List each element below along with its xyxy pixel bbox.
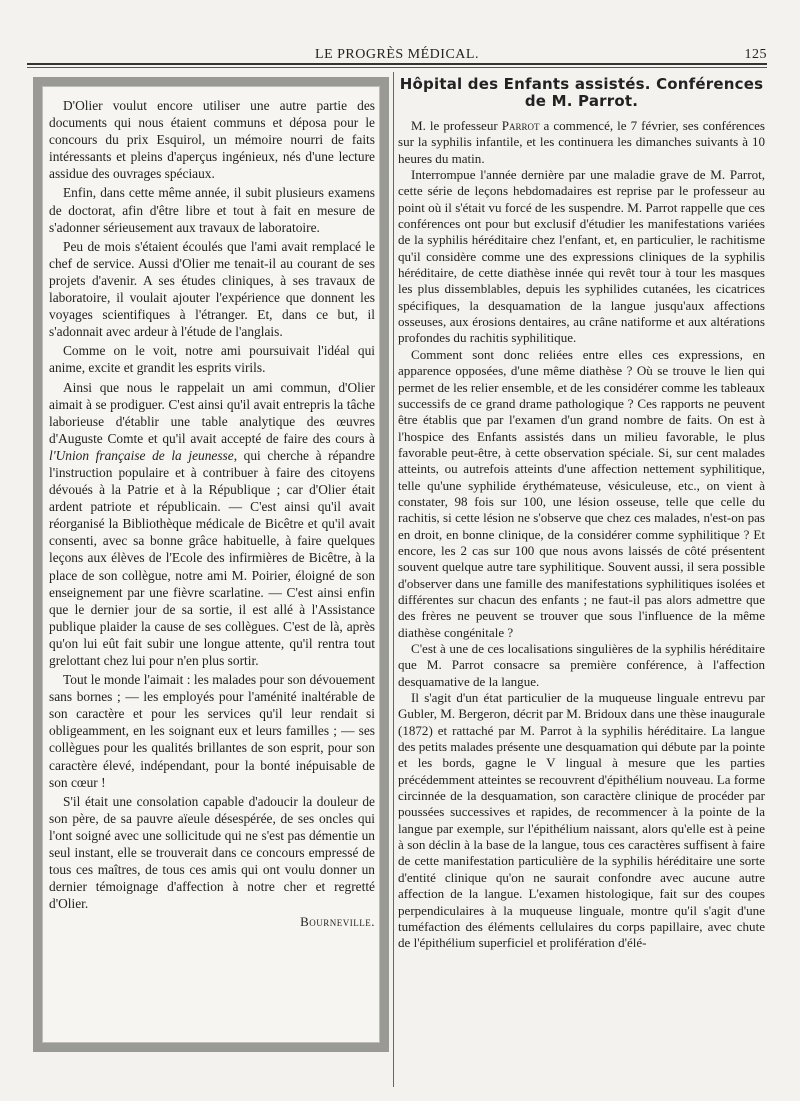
obituary-paragraph: D'Olier voulut encore utiliser une autre partie des documents qui nous étaient communs et déposa pour le concours du prix Esquirol, un mémoire nourri de faits intéressants et pleins d'aperçus ingénieux, nés d'une lecture assidue des ouvrages spéciaux. [49, 98, 375, 182]
page-number: 125 [744, 47, 767, 62]
article-paragraph: Interrompue l'année dernière par une maladie grave de M. Parrot, cette série de leçons hebdomadaires est reprise par le professeur au point où il s'était vu forcé de les suspendre. M. Parrot rappelle que ces conférences ont pour but exclusif d'étudier les manifestations variées de la syphilis héréditaire chez l'enfant, et, en particulier, le rachitisme qu'il considère comme une des expressions cliniques de la syphilis héréditaire, de cette diathèse innée qui revêt tour à tour les masques les plus dissemblables, depuis les syphilides cutanées, les cicatrices spécifiques, la desquamation de la langue jusqu'aux affections osseuses, aux érosions dentaires, au crâne natiforme et aux altérations profondes du rachitis syphilitique. [398, 167, 765, 346]
page-header [27, 44, 767, 64]
obituary-paragraph: Tout le monde l'aimait : les malades pour son dévouement sans bornes ; — les employés pour l'aménité inaltérable de son caractère et pour les services qu'il leur rendait si obligeamment, en les soignant eux et leurs familles ; — ses collègues pour les qualités brillantes de son esprit, pour son caractère élevé, indépendant, pour la bonté inépuisable de son cœur ! [49, 672, 375, 790]
right-column-article [398, 76, 765, 1091]
left-column-obituary [49, 97, 375, 1037]
article-heading: Hôpital des Enfants assistés. Conférences de M. Parrot. [399, 76, 764, 110]
signature: Bourneville. [300, 914, 375, 930]
obituary-paragraph: Enfin, dans cette même année, il subit plusieurs examens de doctorat, afin d'être libre et tout à fait en mesure de s'adonner sérieusement aux travaux de laboratoire. [49, 185, 375, 235]
article-paragraph: M. le professeur Parrot a commencé, le 7 février, ses conférences sur la syphilis infantile, et les continuera les dimanches suivants à 10 heures du matin. [398, 118, 765, 166]
small-caps-name: Parrot [501, 118, 540, 133]
italic-text: l'Union française de la jeunesse [49, 447, 234, 463]
obituary-paragraph: Peu de mois s'étaient écoulés que l'ami avait remplacé le chef de service. Aussi d'Olier me tenait-il au courant de ses projets d'avenir. A ses études cliniques, à ses travaux de laboratoire, il voulait ajouter l'expérience que donnent les voyages scientifiques à l'étranger. Et, dans ce but, il s'adonnait avec ardeur à l'étude de l'anglais. [49, 238, 375, 340]
obituary-paragraph: S'il était une consolation capable d'adoucir la douleur de son père, de sa pauvre aïeule désespérée, de ses oncles qui l'ont soigné avec une sollicitude qui ne s'est pas démentie un seul instant, elle se trouverait dans ce concours empressé de tous ces maîtres, de tous ces amis qui ont voulu donner un dernier témoignage d'affection à notre cher et regretté d'Olier. [49, 793, 375, 912]
article-paragraph: Comment sont donc reliées entre elles ces expressions, en apparence opposées, d'une même diathèse ? Où se trouve le lien qui permet de les relier ensemble, et de les considérer comme les tableaux successifs de ce grand drame pathologique ? Ces rapports ne peuvent être établis que par l'examen d'un grand nombre de faits. On est à l'hospice des Enfants assistés dans un milieu favorable, le plus favorable peut-être, à cette observation spéciale. Si, sur cent malades atteints, ou autrefois atteints d'une affection nettement syphilitique, telle qu'une syphilide érythémateuse, vésiculeuse, etc., on vient à constater, 98 fois sur 100, une lésion osseuse, telle que celle du rachitis, si cette lésion ne s'observe que chez ces malades, n'est-on pas en droit, en bonne clinique, de la considérer comme syphilitique ? Et encore, les 2 cas sur 100 que nous avons laissés de côté présentent souvent quelque autre tare syphilitique. Souvent aussi, il sera possible d'observer dans une famille des manifestations syphilitiques isolées et différentes sur chacun des enfants ; ne faut-il pas alors admettre que des frères ne peuvent se trouver que sous l'influence de la même diathèse congénitale ? [398, 346, 765, 640]
obituary-paragraph: Ainsi que nous le rappelait un ami commun, d'Olier aimait à se prodiguer. C'est ainsi qu'il avait entrepris la tâche laborieuse d'établir une table analytique des œuvres d'Auguste Comte et qu'il avait accepté de faire des cours à l'Union française de la jeunesse, qui cherche à répandre l'instruction populaire et à contribuer à faire des citoyens dévoués à la Patrie et à la République ; car d'Olier était ardent patriote et républicain. — C'est ainsi qu'il avait réorganisé la Bibliothèque médicale de Bicêtre et qu'il avait consenti, avec sa bonne grâce habituelle, à faire quelques leçons aux élèves de l'Ecole des infirmières de Bicêtre, à la place de son collègue, notre ami M. Poirier, éloigné de son enseignement par une fièvre scarlatine. — C'est ainsi enfin que le dernier jour de sa sortie, il est allé à l'Assistance publique plaider la cause de ses collègues. C'est de là, après qu'on lui eût fait subir une longue attente, qu'il rentra tout grelottant chez lui pour n'en plus sortir. [49, 379, 375, 668]
article-paragraph: C'est à une de ces localisations singulières de la syphilis héréditaire que M. Parrot consacre sa première conférence, à l'affection desquamative de la langue. [398, 641, 765, 689]
obituary-paragraph: Comme on le voit, notre ami poursuivait l'idéal qui anime, excite et grandit les esprits virils. [49, 343, 375, 376]
header-rule-thin [27, 67, 767, 68]
obituary-text [49, 97, 375, 912]
article-text [398, 118, 765, 952]
article-paragraph: Il s'agit d'un état particulier de la muqueuse linguale entrevu par Gubler, M. Bergeron, décrit par M. Bridoux dans une thèse inaugurale (1872) et rattaché par M. Parrot à la syphilis héréditaire. La langue des petits malades présente une desquamation qui débute par la pointe et les bords, gagne le V lingual à mesure que les parties précédemment atteintes se recouvrent d'épithélium nouveau. La forme circinnée de la desquamation, son caractère clinique de procéder par poussées successives et rapides, de recommencer à la pointe de la langue par exemple, sur l'épithélium naissant, alors qu'elle est à peine à son déclin à la base de la langue, tous ces caractères suffisent à faire de cette manifestation particulière de la syphilis héréditaire une sorte d'entité clinique qu'on ne saurait confondre avec aucune autre affection de la langue. L'examen histologique, fait sur des coupes perpendiculaires à la muqueuse linguale, montre qu'il s'agit d'une tuméfaction des éléments cellulaires du corps papillaire, avec chute de l'épithélium superficiel et prolifération d'élé- [398, 690, 765, 951]
header-rule [27, 63, 767, 65]
journal-title: LE PROGRÈS MÉDICAL. [315, 47, 479, 62]
column-divider [393, 72, 394, 1087]
